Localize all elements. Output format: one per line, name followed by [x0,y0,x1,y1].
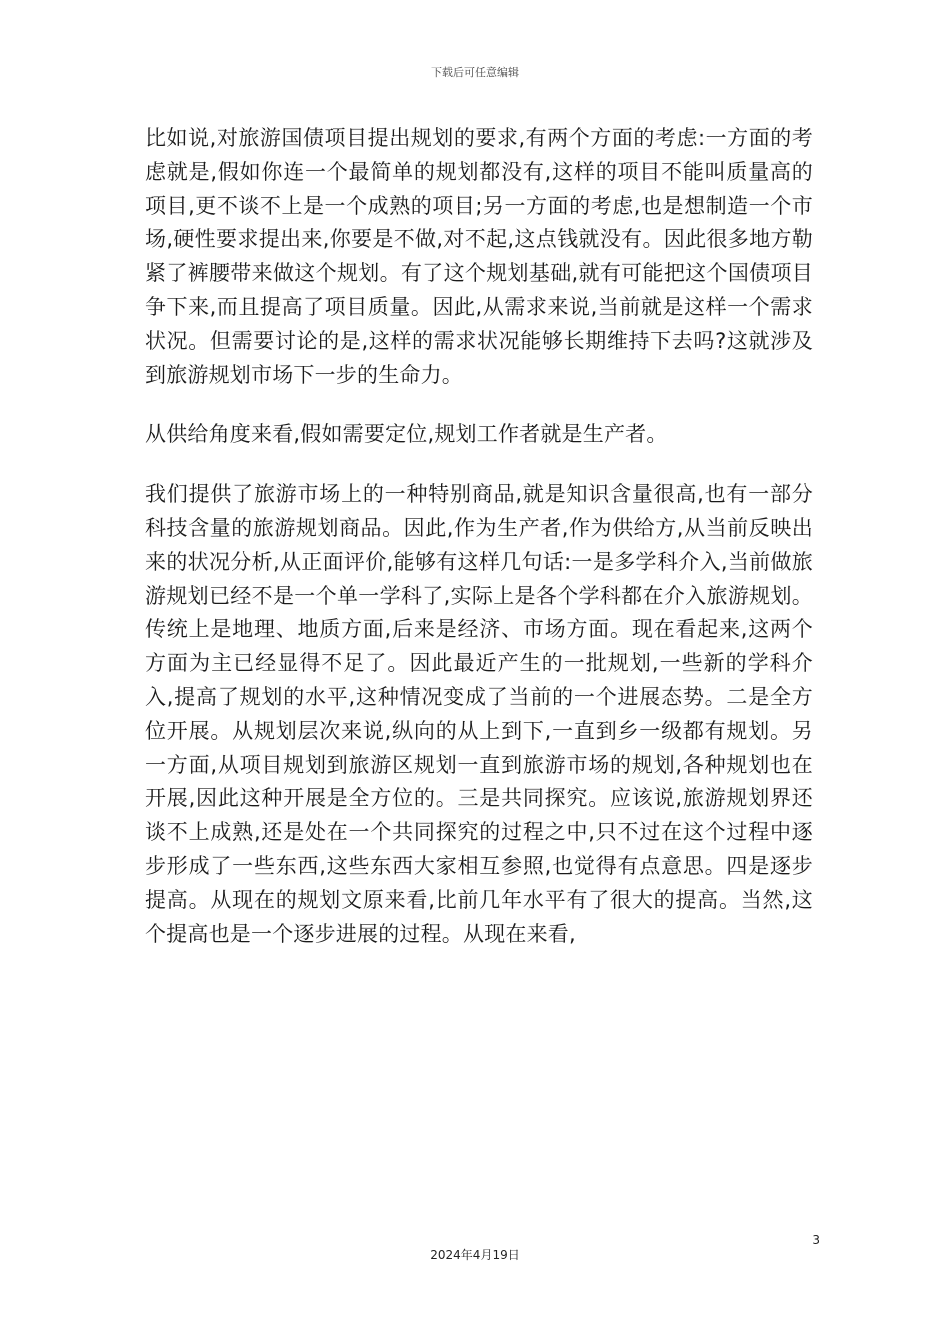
page-number: 3 [812,1233,820,1247]
page-header: 下载后可任意编辑 [431,66,519,79]
footer-date: 2024年4月19日 [430,1248,520,1262]
document-body [145,122,813,977]
paragraph-2: 从供给角度来看,假如需要定位,规划工作者就是生产者。 [145,422,668,447]
paragraph-3: 我们提供了旅游市场上的一种特别商品,就是知识含量很高,也有一部分科技含量的旅游规划商品。因此,作为生产者,作为供给方,从当前反映出来的状况分析,从正面评价,能够有这样几句话:一是多学科介入,当前做旅游规划已经不是一个单一学科了,实际上是各个学科都在介入旅游规划。传统上是地理、地质方面,后来是经济、市场方面。现在看起来,这两个方面为主已经显得不足了。因此最近产生的一批规划,一些新的学科介入,提高了规划的水平,这种情况变成了当前的一个进展态势。二是全方位开展。从规划层次来说,纵向的从上到下,一直到乡一级都有规划。另一方面,从项目规划到旅游区规划一直到旅游市场的规划,各种规划也在开展,因此这种开展是全方位的。三是共同探究。应该说,旅游规划界还谈不上成熟,还是处在一个共同探究的过程之中,只不过在这个过程中逐步形成了一些东西,这些东西大家相互参照,也觉得有点意思。四是逐步提高。从现在的规划文原来看,比前几年水平有了很大的提高。当然,这个提高也是一个逐步进展的过程。从现在来看, [145,482,813,946]
paragraph-1: 比如说,对旅游国债项目提出规划的要求,有两个方面的考虑:一方面的考虑就是,假如你连一个最简单的规划都没有,这样的项目不能叫质量高的项目,更不谈不上是一个成熟的项目;另一方面的考虑,也是想制造一个市场,硬性要求提出来,你要是不做,对不起,这点钱就没有。因此很多地方勒紧了裤腰带来做这个规划。有了这个规划基础,就有可能把这个国债项目争下来,而且提高了项目质量。因此,从需求来说,当前就是这样一个需求状况。但需要讨论的是,这样的需求状况能够长期维持下去吗?这就涉及到旅游规划市场下一步的生命力。 [145,126,813,387]
